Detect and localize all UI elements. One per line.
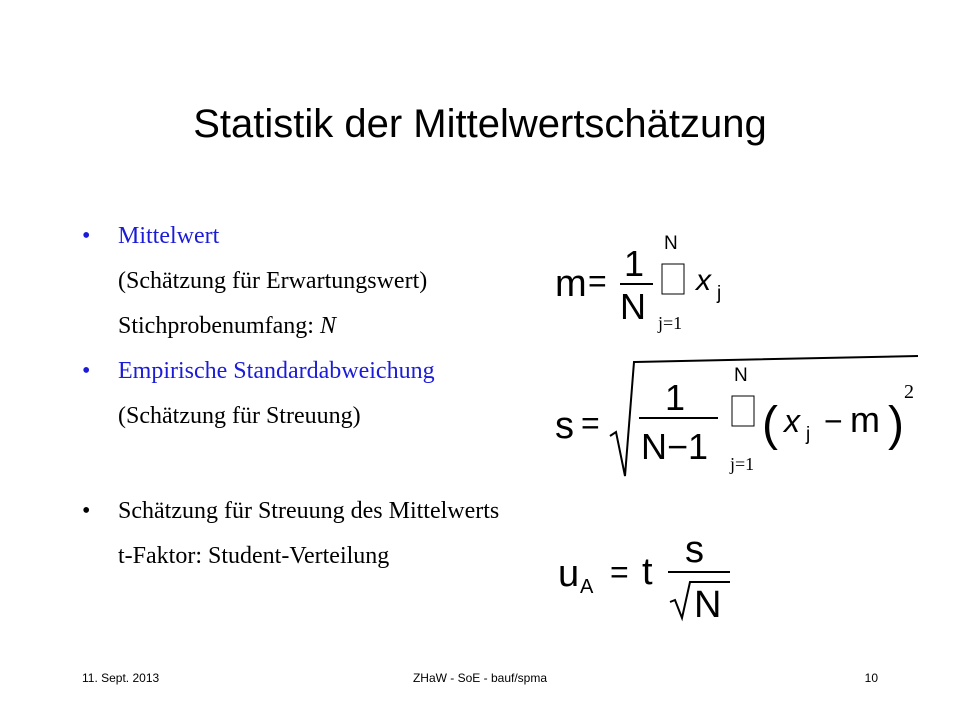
mean-variable: x [696, 264, 711, 297]
std-sum-lower: j=1 [730, 454, 755, 474]
uncertainty-numerator: s [685, 529, 704, 571]
bullet-2-glyph: • [82, 358, 91, 384]
uncertainty-lhs: u [558, 553, 580, 595]
mean-variable-subscript: j [717, 283, 722, 304]
mean-lhs: m [555, 263, 587, 305]
uncertainty-factor: t [642, 551, 653, 593]
bullet-2-heading: Empirische Standardabweichung [118, 358, 435, 384]
bullet-1-line-1: (Schätzung für Erwartungswert) [118, 268, 428, 294]
footer-date: 11. Sept. 2013 [82, 671, 160, 685]
std-equals: = [581, 405, 600, 441]
mean-numerator: 1 [624, 243, 645, 284]
std-lhs: s [555, 405, 574, 447]
std-numerator: 1 [665, 377, 686, 418]
sample-size-label: Stichprobenumfang: [118, 313, 320, 339]
std-denominator: N−1 [641, 426, 709, 467]
bullet-1-heading: Mittelwert [118, 223, 220, 249]
uncertainty-denominator: N [694, 584, 722, 626]
bullet-3-glyph: • [82, 498, 91, 524]
uncertainty-formula [556, 520, 756, 628]
std-variable: x [784, 403, 800, 439]
bullet-1-glyph: • [82, 223, 91, 249]
mean-formula [550, 228, 750, 338]
sum-symbol-icon [732, 396, 754, 426]
mean-denominator: N [620, 286, 646, 327]
std-formula [552, 352, 922, 480]
mean-sum-upper: N [664, 233, 678, 254]
std-minus: − [824, 403, 843, 439]
mean-equals: = [588, 263, 607, 299]
mean-sum-lower: j=1 [658, 313, 683, 333]
std-variable-subscript: j [806, 424, 811, 445]
bullet-1-sample-size [118, 312, 336, 340]
std-sum-upper: N [734, 365, 748, 386]
footer-center: ZHaW - SoE - bauf/spma [412, 671, 548, 685]
uncertainty-lhs-subscript: A [580, 576, 594, 598]
bullet-3-line-1: t-Faktor: Student-Verteilung [118, 543, 390, 569]
std-exponent: 2 [904, 381, 914, 403]
bullet-2-line-1: (Schätzung für Streuung) [118, 403, 361, 429]
std-left-paren: ( [762, 398, 778, 451]
std-right-paren: ) [888, 398, 904, 451]
uncertainty-equals: = [610, 554, 629, 590]
sample-size-variable: N [319, 313, 336, 339]
slide-title: Statistik der Mittelwertschätzung [193, 102, 767, 146]
sum-symbol-icon [662, 264, 684, 294]
footer-page-number: 10 [864, 671, 878, 685]
bullet-3-heading: Schätzung für Streuung des Mittelwerts [118, 498, 500, 524]
std-mean: m [850, 399, 880, 440]
